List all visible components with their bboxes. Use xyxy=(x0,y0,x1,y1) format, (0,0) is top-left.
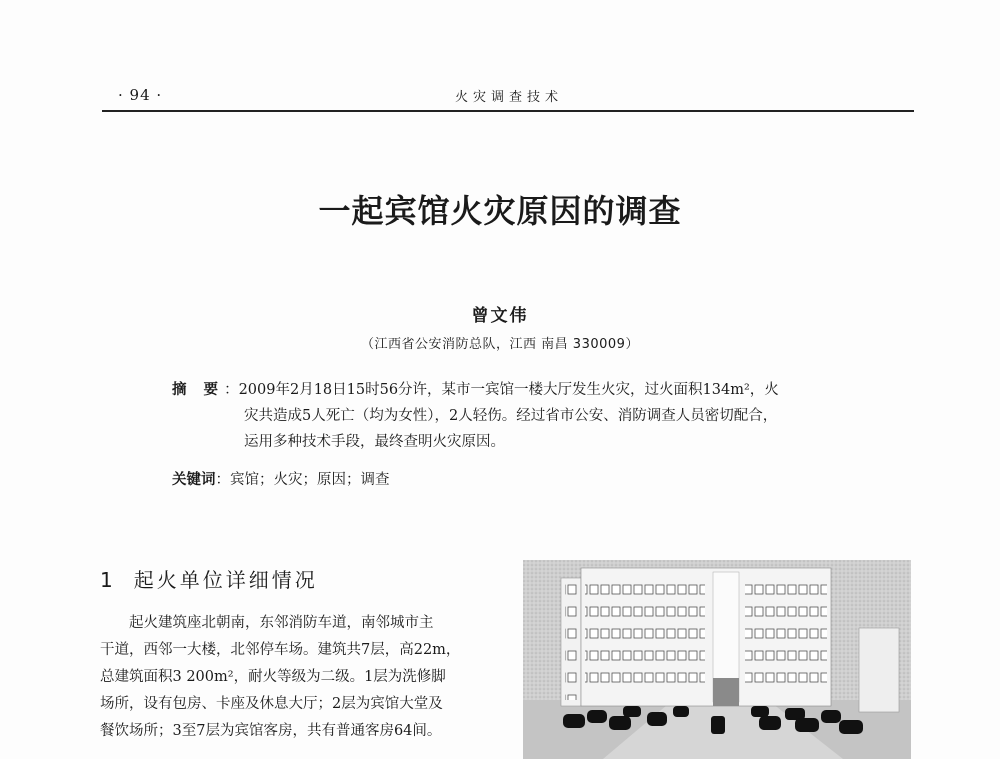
abstract-label: 摘 要 xyxy=(172,382,225,398)
abstract xyxy=(172,377,872,455)
body-line-1: 起火建筑座北朝南，东邻消防车道，南邻城市主 xyxy=(129,615,434,631)
page-number: · 94 · xyxy=(118,86,163,104)
running-head: 火灾调查技术 xyxy=(455,90,564,105)
body-line-5: 餐饮场所；3至7层为宾馆客房，共有普通客房64间。 xyxy=(100,723,442,739)
body-line-4: 场所，设有包房、卡座及休息大厅；2层为宾馆大堂及 xyxy=(100,696,443,712)
section-number: 1 xyxy=(100,568,116,592)
keywords-colon: ： xyxy=(215,472,230,488)
abstract-colon: ： xyxy=(224,382,239,398)
author: 曾文伟 xyxy=(471,306,529,326)
keywords-label: 关键词 xyxy=(172,472,216,488)
affiliation: （江西省公安消防总队，江西 南昌 330009） xyxy=(361,337,639,352)
section-title: 起火单位详细情况 xyxy=(133,568,318,592)
building-photo xyxy=(523,560,911,759)
section-heading xyxy=(100,564,318,593)
keywords-list: 宾馆；火灾；原因；调查 xyxy=(230,472,390,488)
abstract-line-1: 2009年2月18日15时56分许，某市一宾馆一楼大厅发生火灾，过火面积134m²，火 xyxy=(238,382,779,398)
body-line-2: 干道，西邻一大楼，北邻停车场。建筑共7层，高22m， xyxy=(100,642,461,658)
keywords xyxy=(172,467,872,493)
abstract-line-2: 灾共造成5人死亡（均为女性），2人轻伤。经过省市公安、消防调查人员密切配合， xyxy=(244,408,778,424)
article-title: 一起宾馆火灾原因的调查 xyxy=(318,192,682,230)
abstract-line-3: 运用多种技术手段，最终查明火灾原因。 xyxy=(244,434,505,450)
section-body xyxy=(100,610,493,745)
body-line-3: 总建筑面积3 200m²，耐火等级为二级。1层为洗修脚 xyxy=(100,669,446,685)
header-rule xyxy=(102,110,914,112)
